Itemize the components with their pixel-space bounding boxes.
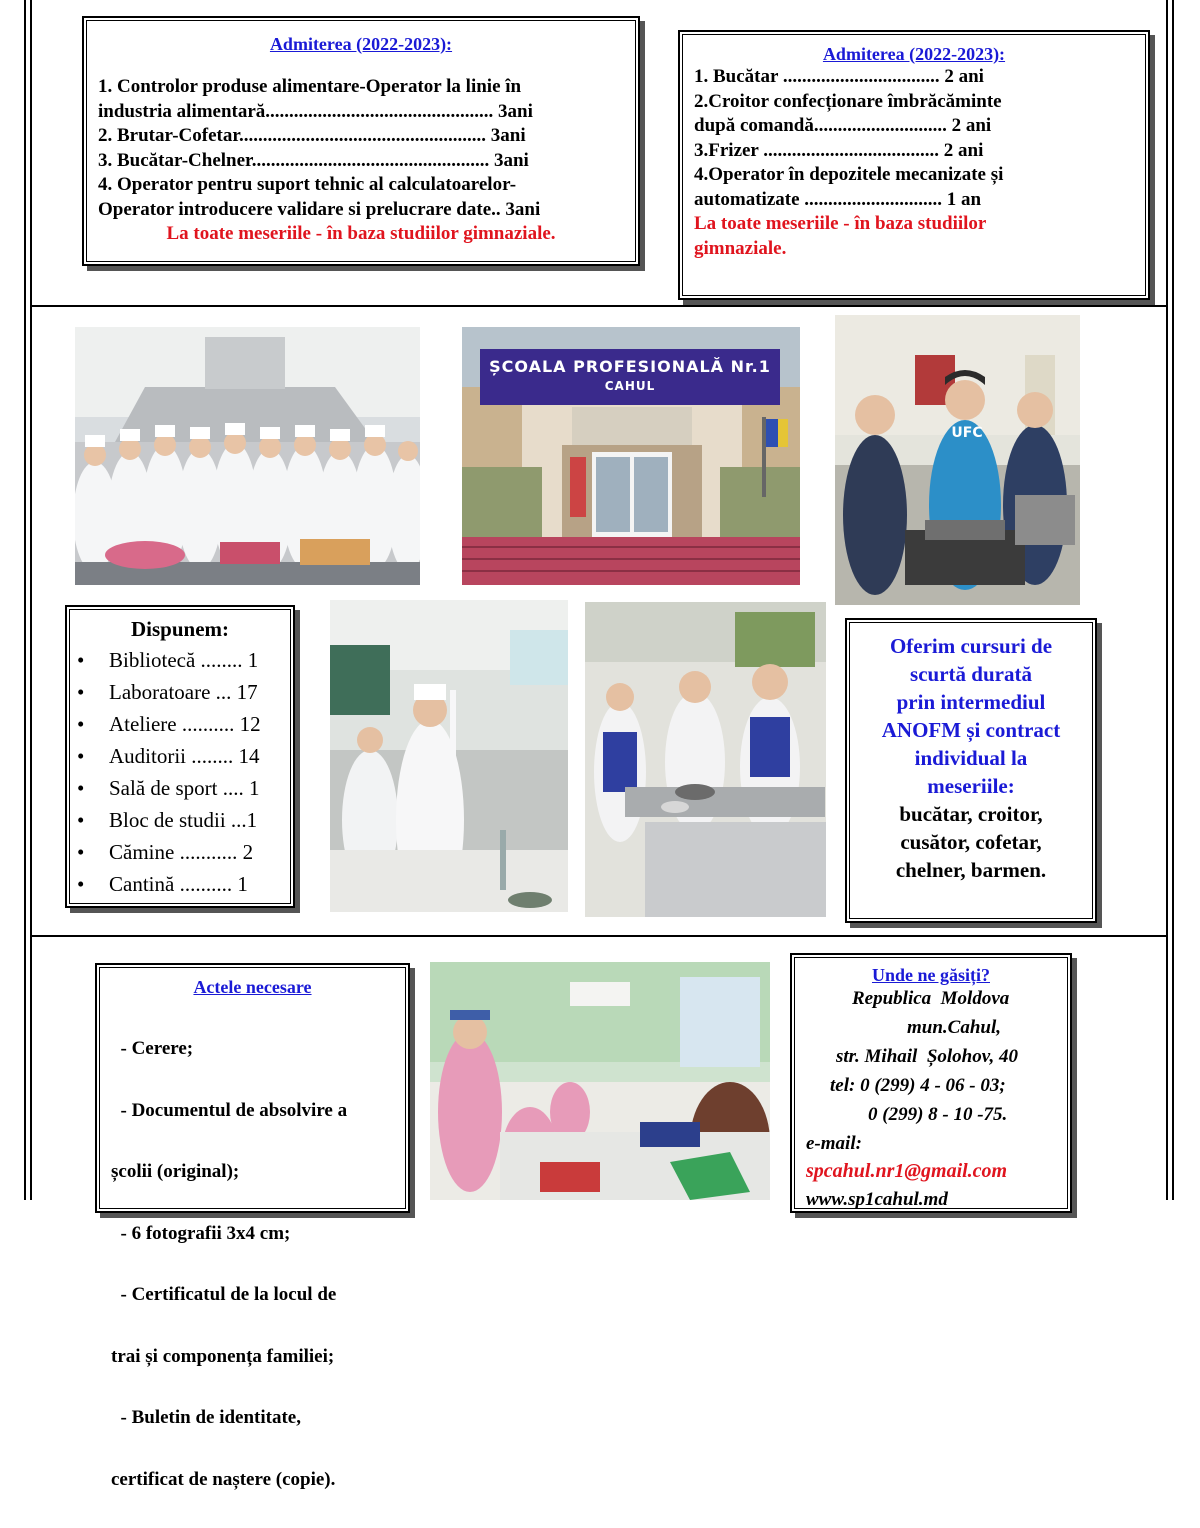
document-item: - Certificatul de la locul de <box>111 1284 337 1305</box>
admission-left-note: La toate meseriile - în baza studiilor gimnaziale. <box>166 223 556 244</box>
facility-item: • Ateliere .......... 12 <box>75 708 293 740</box>
courses-trades: bucătar, croitor, <box>899 802 1043 826</box>
divider-top <box>32 305 1166 307</box>
courses-text <box>847 620 1095 884</box>
facilities-title: Dispunem: <box>130 617 230 641</box>
documents-box <box>95 963 410 1490</box>
contact-phone-2: 0 (299) 8 - 10 -75. <box>868 1104 1008 1125</box>
contact-email-label: e-mail: <box>806 1133 862 1154</box>
admission-box-right <box>678 30 1150 300</box>
contact-website-link[interactable]: www.sp1cahul.md <box>806 1189 948 1210</box>
courses-line: ANOFM și contract <box>881 718 1061 742</box>
admission-right-note: gimnaziale. <box>694 237 787 259</box>
shirt-logo-text: UFC <box>951 425 983 441</box>
admission-left-title: Admiterea (2022-2023): <box>269 34 453 54</box>
contact-box <box>790 953 1072 1213</box>
document-item: școlii (original); <box>111 1161 240 1182</box>
document-item: trai și componența familiei; <box>111 1345 335 1367</box>
admission-right-item: 4.Operator în depozitele mecanizate și <box>694 164 1004 185</box>
documents-title: Actele necesare <box>193 977 312 997</box>
admission-right-item: 1. Bucătar ................................. 2 ani <box>694 66 984 87</box>
contact-street: str. Mihail Șolohov, 40 <box>836 1046 1018 1067</box>
photo-laboratory <box>330 600 568 912</box>
photo-school-building <box>462 327 800 585</box>
divider-bottom <box>32 935 1166 937</box>
school-sign-line2: CAHUL <box>604 379 656 393</box>
courses-box <box>845 618 1097 923</box>
courses-line: scurtă durată <box>910 662 1032 686</box>
photo-cooking-class <box>585 602 826 917</box>
school-sign-line1: ȘCOALA PROFESIONALĂ Nr.1 <box>489 357 771 376</box>
admission-left-item: industria alimentară................................................ 3ani <box>98 100 533 122</box>
photo-sewing-class <box>430 962 770 1200</box>
document-item: - 6 fotografii 3x4 cm; <box>111 1222 291 1244</box>
admission-left-item: Operator introducere validare si prelucrare date.. 3ani <box>98 198 541 220</box>
facility-item: • Cămine ........... 2 <box>75 836 293 868</box>
admission-right-item: după comandă............................ 2 ani <box>694 115 992 136</box>
page-border-left <box>24 0 32 1200</box>
facility-item: • Laboratoare ... 17 <box>75 676 293 708</box>
admission-box-left <box>82 16 640 266</box>
documents-list <box>97 998 408 1528</box>
admission-right-note: La toate meseriile - în baza studiilor <box>694 213 987 234</box>
courses-line: Oferim cursuri de <box>889 634 1053 658</box>
admission-left-item: 2. Brutar-Cofetar.................................................... 3ani <box>98 125 526 146</box>
admission-left-list <box>84 55 638 247</box>
photo-computer-students <box>835 315 1080 605</box>
facilities-list <box>75 644 293 900</box>
facility-item: • Bibliotecă ........ 1 <box>75 644 293 676</box>
photo-culinary-students <box>75 327 420 585</box>
admission-left-item: 3. Bucătar-Chelner.................................................. 3ani <box>98 149 529 171</box>
admission-left-item: 1. Controlor produse alimentare-Operator la linie în <box>98 76 522 97</box>
document-item: - Documentul de absolvire a <box>111 1099 348 1121</box>
courses-line: individual la <box>914 746 1028 770</box>
courses-trades: chelner, barmen. <box>895 858 1047 882</box>
courses-line: meseriile: <box>927 774 1015 798</box>
admission-left-item: 4. Operator pentru suport tehnic al calculatoarelor- <box>98 174 517 195</box>
admission-right-list <box>680 65 1148 261</box>
document-item: - Buletin de identitate, <box>111 1407 301 1428</box>
admission-right-item: automatizate ............................. 1 an <box>694 188 982 210</box>
contact-email-link[interactable]: spcahul.nr1@gmail.com <box>806 1160 1008 1182</box>
page-border-right <box>1166 0 1174 1200</box>
contact-city: mun.Cahul, <box>907 1017 1001 1038</box>
facilities-box <box>65 605 295 908</box>
facility-item: • Cantină .......... 1 <box>75 868 293 900</box>
document-item: certificat de naștere (copie). <box>111 1468 336 1490</box>
admission-right-item: 3.Frizer ..................................... 2 ani <box>694 139 984 161</box>
contact-country: Republica Moldova <box>852 988 1010 1009</box>
courses-trades: cusător, cofetar, <box>900 830 1042 854</box>
document-item: - Cerere; <box>111 1038 194 1059</box>
courses-line: prin intermediul <box>896 690 1046 714</box>
admission-right-title: Admiterea (2022-2023): <box>822 44 1006 64</box>
facility-item: • Bloc de studii ...1 <box>75 804 293 836</box>
admission-right-item: 2.Croitor confecționare îmbrăcăminte <box>694 90 1002 112</box>
facility-item: • Auditorii ........ 14 <box>75 740 293 772</box>
facility-item: • Sală de sport .... 1 <box>75 772 293 804</box>
contact-phone-1: tel: 0 (299) 4 - 06 - 03; <box>830 1075 1006 1096</box>
contact-title: Unde ne găsiți? <box>871 965 990 985</box>
